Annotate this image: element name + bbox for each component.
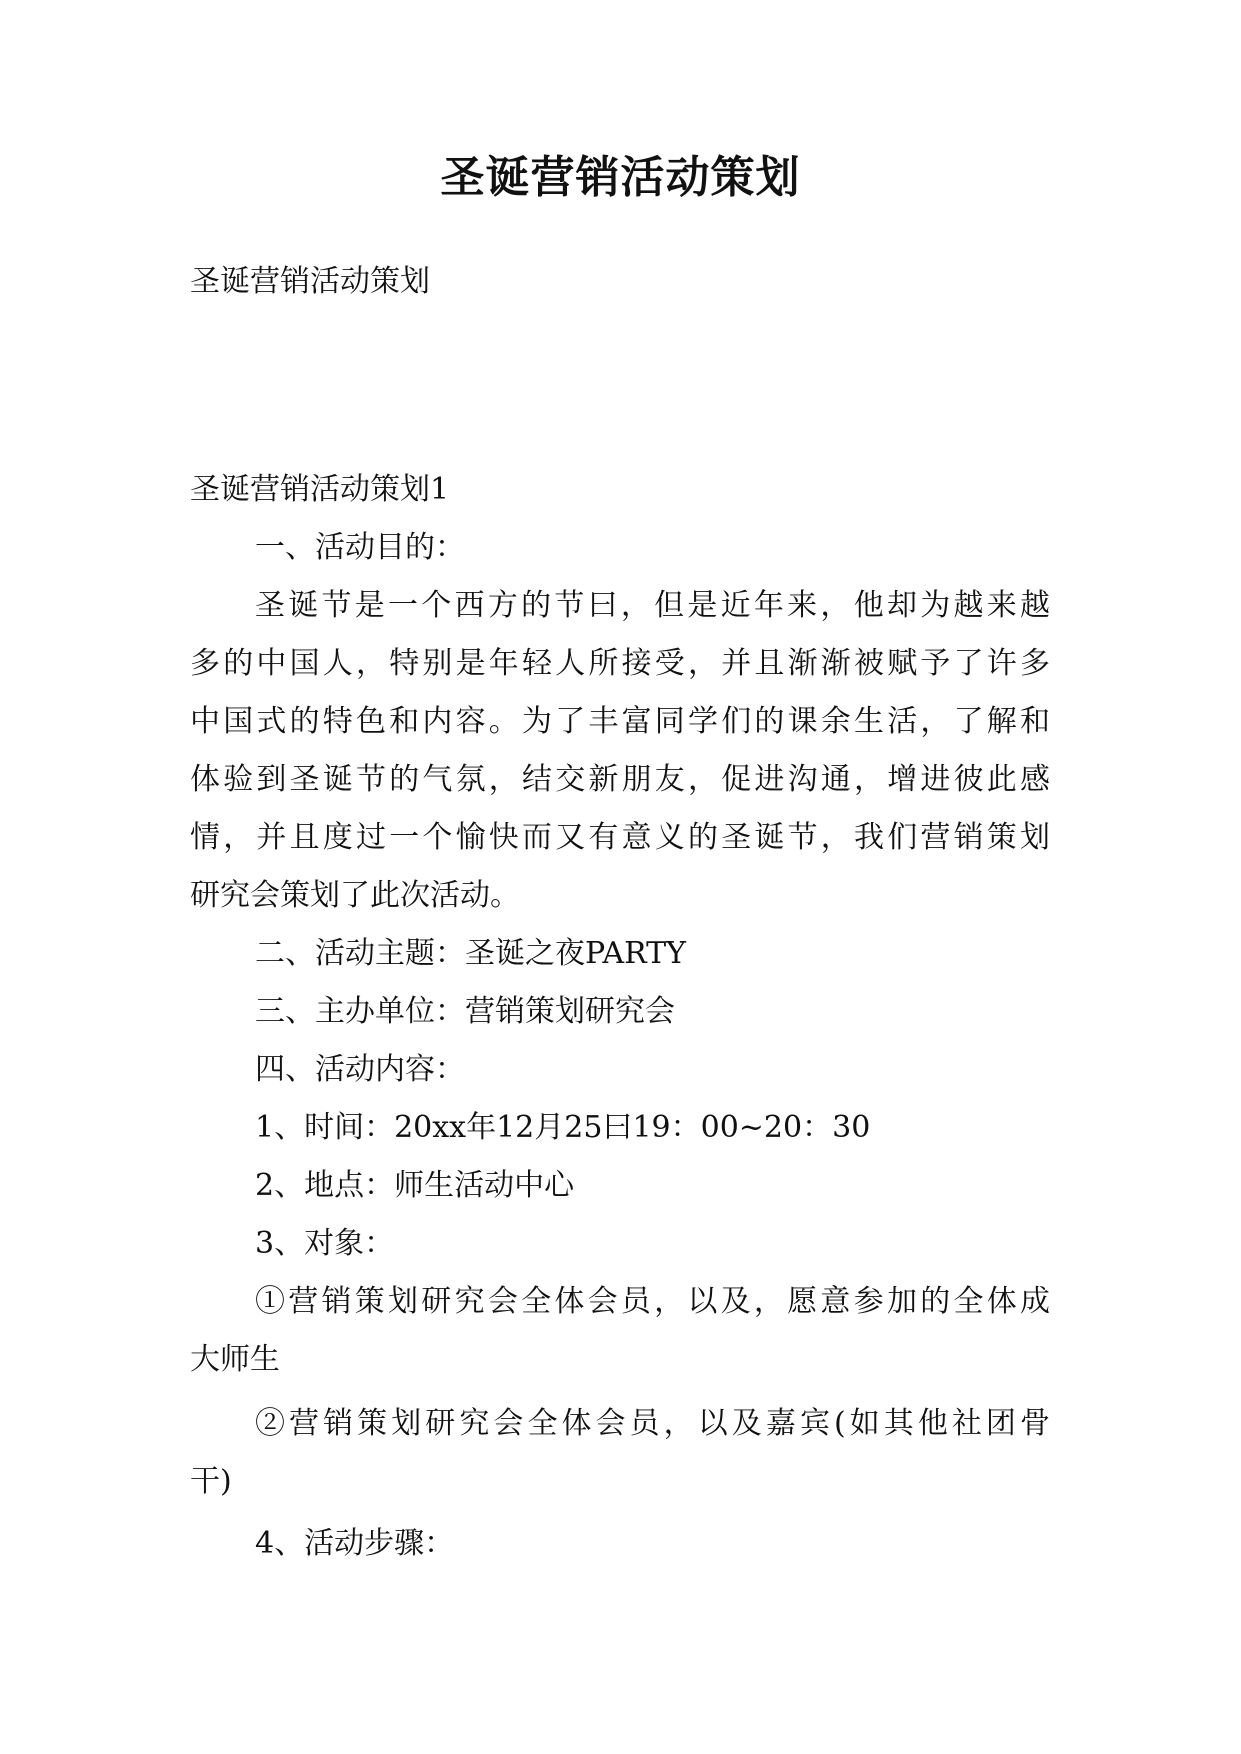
paragraph-line: 体验到圣诞节的气氛，结交新朋友，促进沟通，增进彼此感 [190,762,1050,797]
paragraph-line: 多的中国人，特别是年轻人所接受，并且渐渐被赋予了许多 [190,646,1050,681]
audience-item-2: ②营销策划研究会全体会员，以及嘉宾(如其他社团骨 [255,1406,1050,1441]
location-line: 2、地点：师生活动中心 [255,1168,575,1203]
paragraph-line: 研究会策划了此次活动。 [190,878,520,913]
section-heading: 圣诞营销活动策划1 [190,472,450,507]
time-line: 1、时间：20xx年12月25曰19：00~20：30 [255,1110,871,1145]
paragraph-line: 圣诞节是一个西方的节曰，但是近年来，他却为越来越 [255,588,1050,623]
document-title: 圣诞营销活动策划 [440,152,801,203]
audience-item-2-cont: 干) [190,1464,232,1499]
theme-line: 二、活动主题：圣诞之夜PARTY [255,936,686,971]
subtitle-line: 圣诞营销活动策划 [190,264,430,299]
audience-item-1-cont: 大师生 [190,1342,280,1377]
audience-item-1: ①营销策划研究会全体会员，以及，愿意参加的全体成 [255,1284,1050,1319]
paragraph-line: 情，并且度过一个愉快而又有意义的圣诞节，我们营销策划 [190,820,1050,855]
audience-heading: 3、对象： [255,1226,395,1261]
purpose-heading: 一、活动目的： [255,530,465,565]
paragraph-line: 中国式的特色和内容。为了丰富同学们的课余生活，了解和 [190,704,1050,739]
organizer-line: 三、主办单位：营销策划研究会 [255,994,675,1029]
content-heading: 四、活动内容： [255,1052,465,1087]
steps-heading: 4、活动步骤： [255,1526,455,1561]
